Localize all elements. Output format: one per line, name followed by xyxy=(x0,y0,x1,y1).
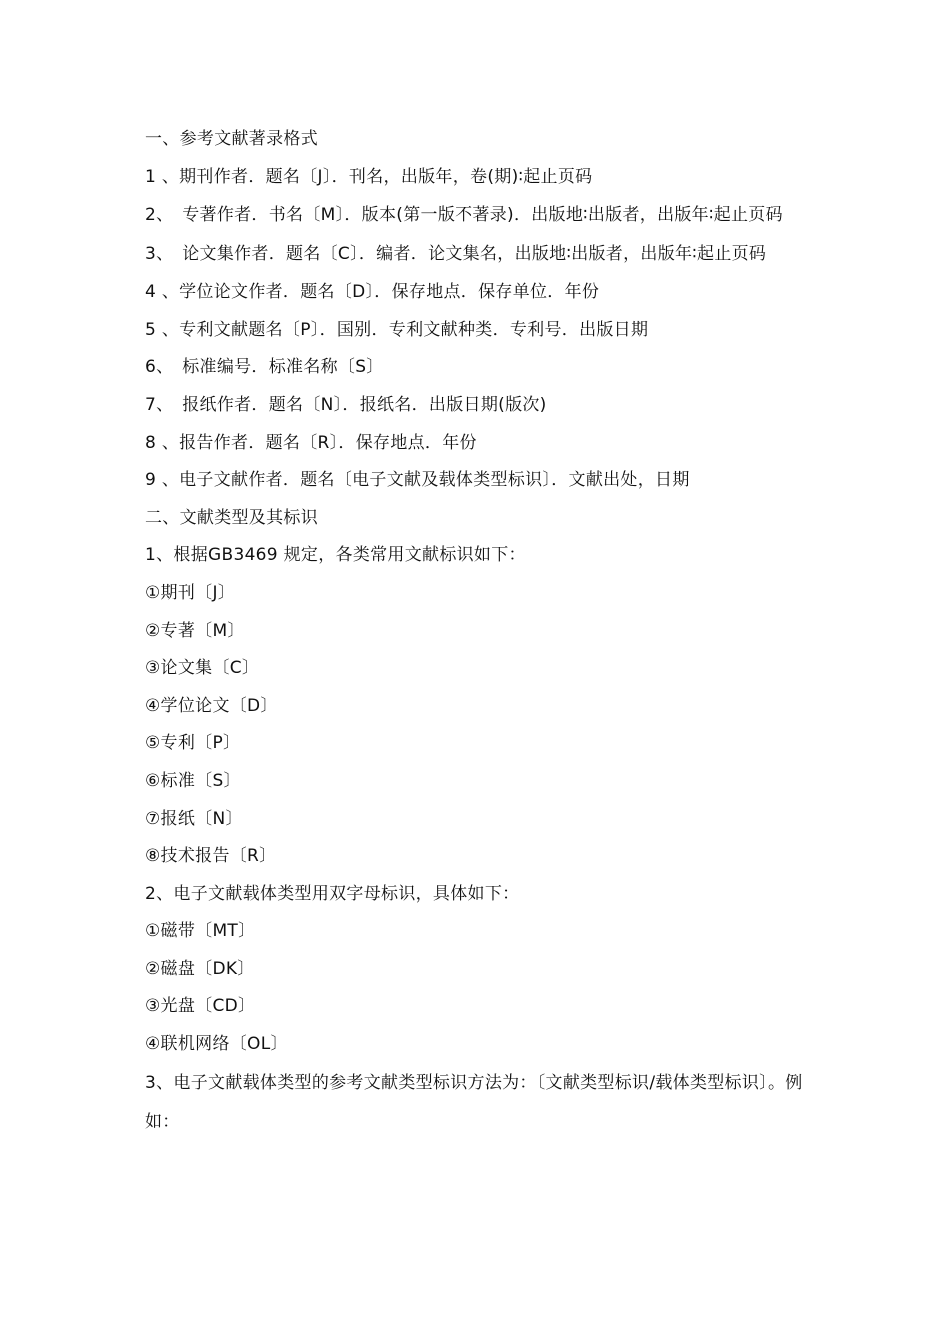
subsection-carrier-types: 2、电子文献载体类型用双字母标识，具体如下： xyxy=(145,883,520,904)
carrier-type-cd: ③光盘〔CD〕 xyxy=(145,996,256,1017)
format-item-thesis: 4 、学位论文作者．题名〔D〕．保存地点．保存单位．年份 xyxy=(145,282,600,303)
subsection-identification-method: 3、电子文献载体类型的参考文献类型标识方法为：〔文献类型标识/载体类型标识〕。例如： xyxy=(145,1072,803,1132)
doc-type-proceedings: ③论文集〔C〕 xyxy=(145,658,260,679)
format-item-newspaper: 7、 报纸作者．题名〔N〕．报纸名．出版日期(版次) xyxy=(145,394,547,415)
doc-type-newspaper: ⑦报纸〔N〕 xyxy=(145,808,243,829)
format-item-proceedings: 3、 论文集作者．题名〔C〕．编者．论文集名，出版地∶出版者，出版年∶起止页码 xyxy=(145,244,767,265)
format-item-electronic: 9 、电子文献作者．题名〔电子文献及载体类型标识〕．文献出处，日期 xyxy=(145,470,690,491)
carrier-type-tape: ①磁带〔MT〕 xyxy=(145,921,256,942)
doc-type-thesis: ④学位论文〔D〕 xyxy=(145,695,278,716)
doc-type-standard: ⑥标准〔S〕 xyxy=(145,770,241,791)
subsection-doc-types: 1、根据GB3469 规定，各类常用文献标识如下： xyxy=(145,545,526,566)
carrier-type-disk: ②磁盘〔DK〕 xyxy=(145,958,255,979)
section-heading-2: 二、文献类型及其标识 xyxy=(145,507,318,528)
format-item-standard: 6、 标准编号．标准名称〔S〕 xyxy=(145,357,384,378)
carrier-type-online: ④联机网络〔OL〕 xyxy=(145,1034,288,1055)
format-item-monograph: 2、 专著作者．书名〔M〕．版本(第一版不著录)．出版地∶出版者，出版年∶起止页码 xyxy=(145,205,783,226)
doc-type-patent: ⑤专利〔P〕 xyxy=(145,733,241,754)
section-heading-1: 一、参考文献著录格式 xyxy=(145,129,318,149)
format-item-report: 8 、报告作者．题名〔R〕．保存地点．年份 xyxy=(145,432,477,453)
doc-type-report: ⑧技术报告〔R〕 xyxy=(145,846,277,867)
document-body xyxy=(145,121,810,1142)
doc-type-journal: ①期刊〔J〕 xyxy=(145,582,236,603)
format-item-patent: 5 、专利文献题名〔P〕．国别．专利文献种类．专利号．出版日期 xyxy=(145,319,649,340)
format-item-journal: 1 、期刊作者．题名〔J〕．刊名，出版年，卷(期)∶起止页码 xyxy=(145,166,593,187)
doc-type-monograph: ②专著〔M〕 xyxy=(145,620,245,641)
